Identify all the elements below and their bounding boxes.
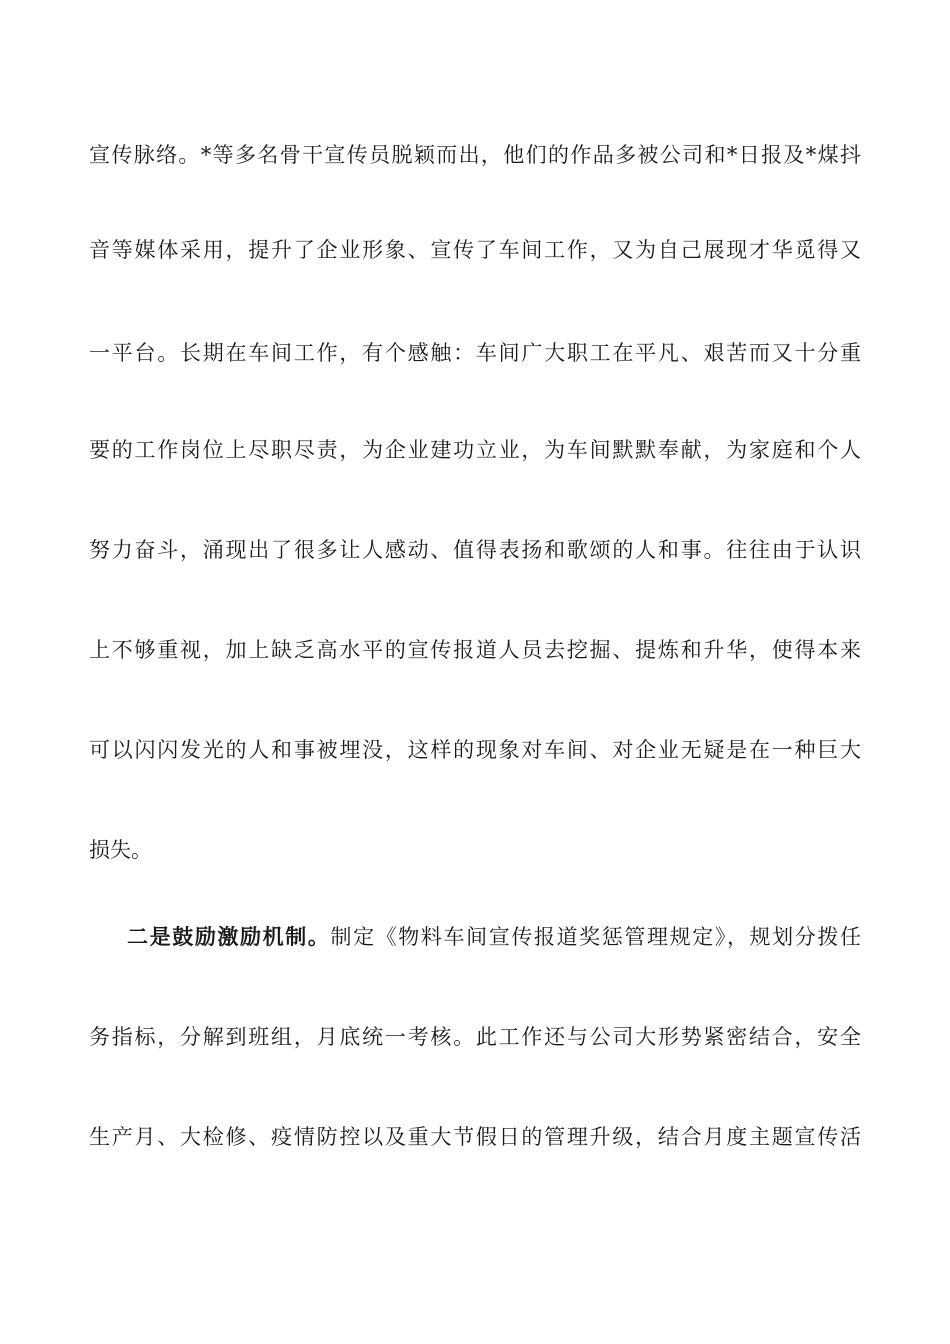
paragraph-first-line xyxy=(127,920,861,954)
paragraph-line: 损失。 xyxy=(89,838,152,862)
paragraph-line: 宣传脉络。*等多名骨干宣传员脱颖而出，他们的作品多被公司和*日报及*煤抖 xyxy=(89,143,861,167)
paragraph-line: 生产月、大检修、疫情防控以及重大节假日的管理升级，结合月度主题宣传活 xyxy=(89,1125,861,1149)
paragraph-line: 一平台。长期在车间工作，有个感触：车间广大职工在平凡、艰苦而又十分重 xyxy=(89,341,861,365)
paragraph-line: 务指标，分解到班组，月底统一考核。此工作还与公司大形势紧密结合，安全 xyxy=(89,1025,861,1049)
paragraph-line: 可以闪闪发光的人和事被埋没，这样的现象对车间、对企业无疑是在一种巨大 xyxy=(89,738,861,762)
paragraph-line: 音等媒体采用，提升了企业形象、宣传了车间工作，又为自己展现才华觅得又 xyxy=(89,238,861,262)
paragraph-line: 要的工作岗位上尽职尽责，为企业建功立业，为车间默默奉献，为家庭和个人 xyxy=(89,438,861,462)
section-heading: 二是鼓励激励机制。 xyxy=(127,924,331,949)
paragraph-line: 努力奋斗，涌现出了很多让人感动、值得表扬和歌颂的人和事。往往由于认识 xyxy=(89,538,861,562)
paragraph-text: 制定《物料车间宣传报道奖惩管理规定》，规划分拨任 xyxy=(330,925,861,949)
paragraph-line: 上不够重视，加上缺乏高水平的宣传报道人员去挖掘、提炼和升华，使得本来 xyxy=(89,638,861,662)
